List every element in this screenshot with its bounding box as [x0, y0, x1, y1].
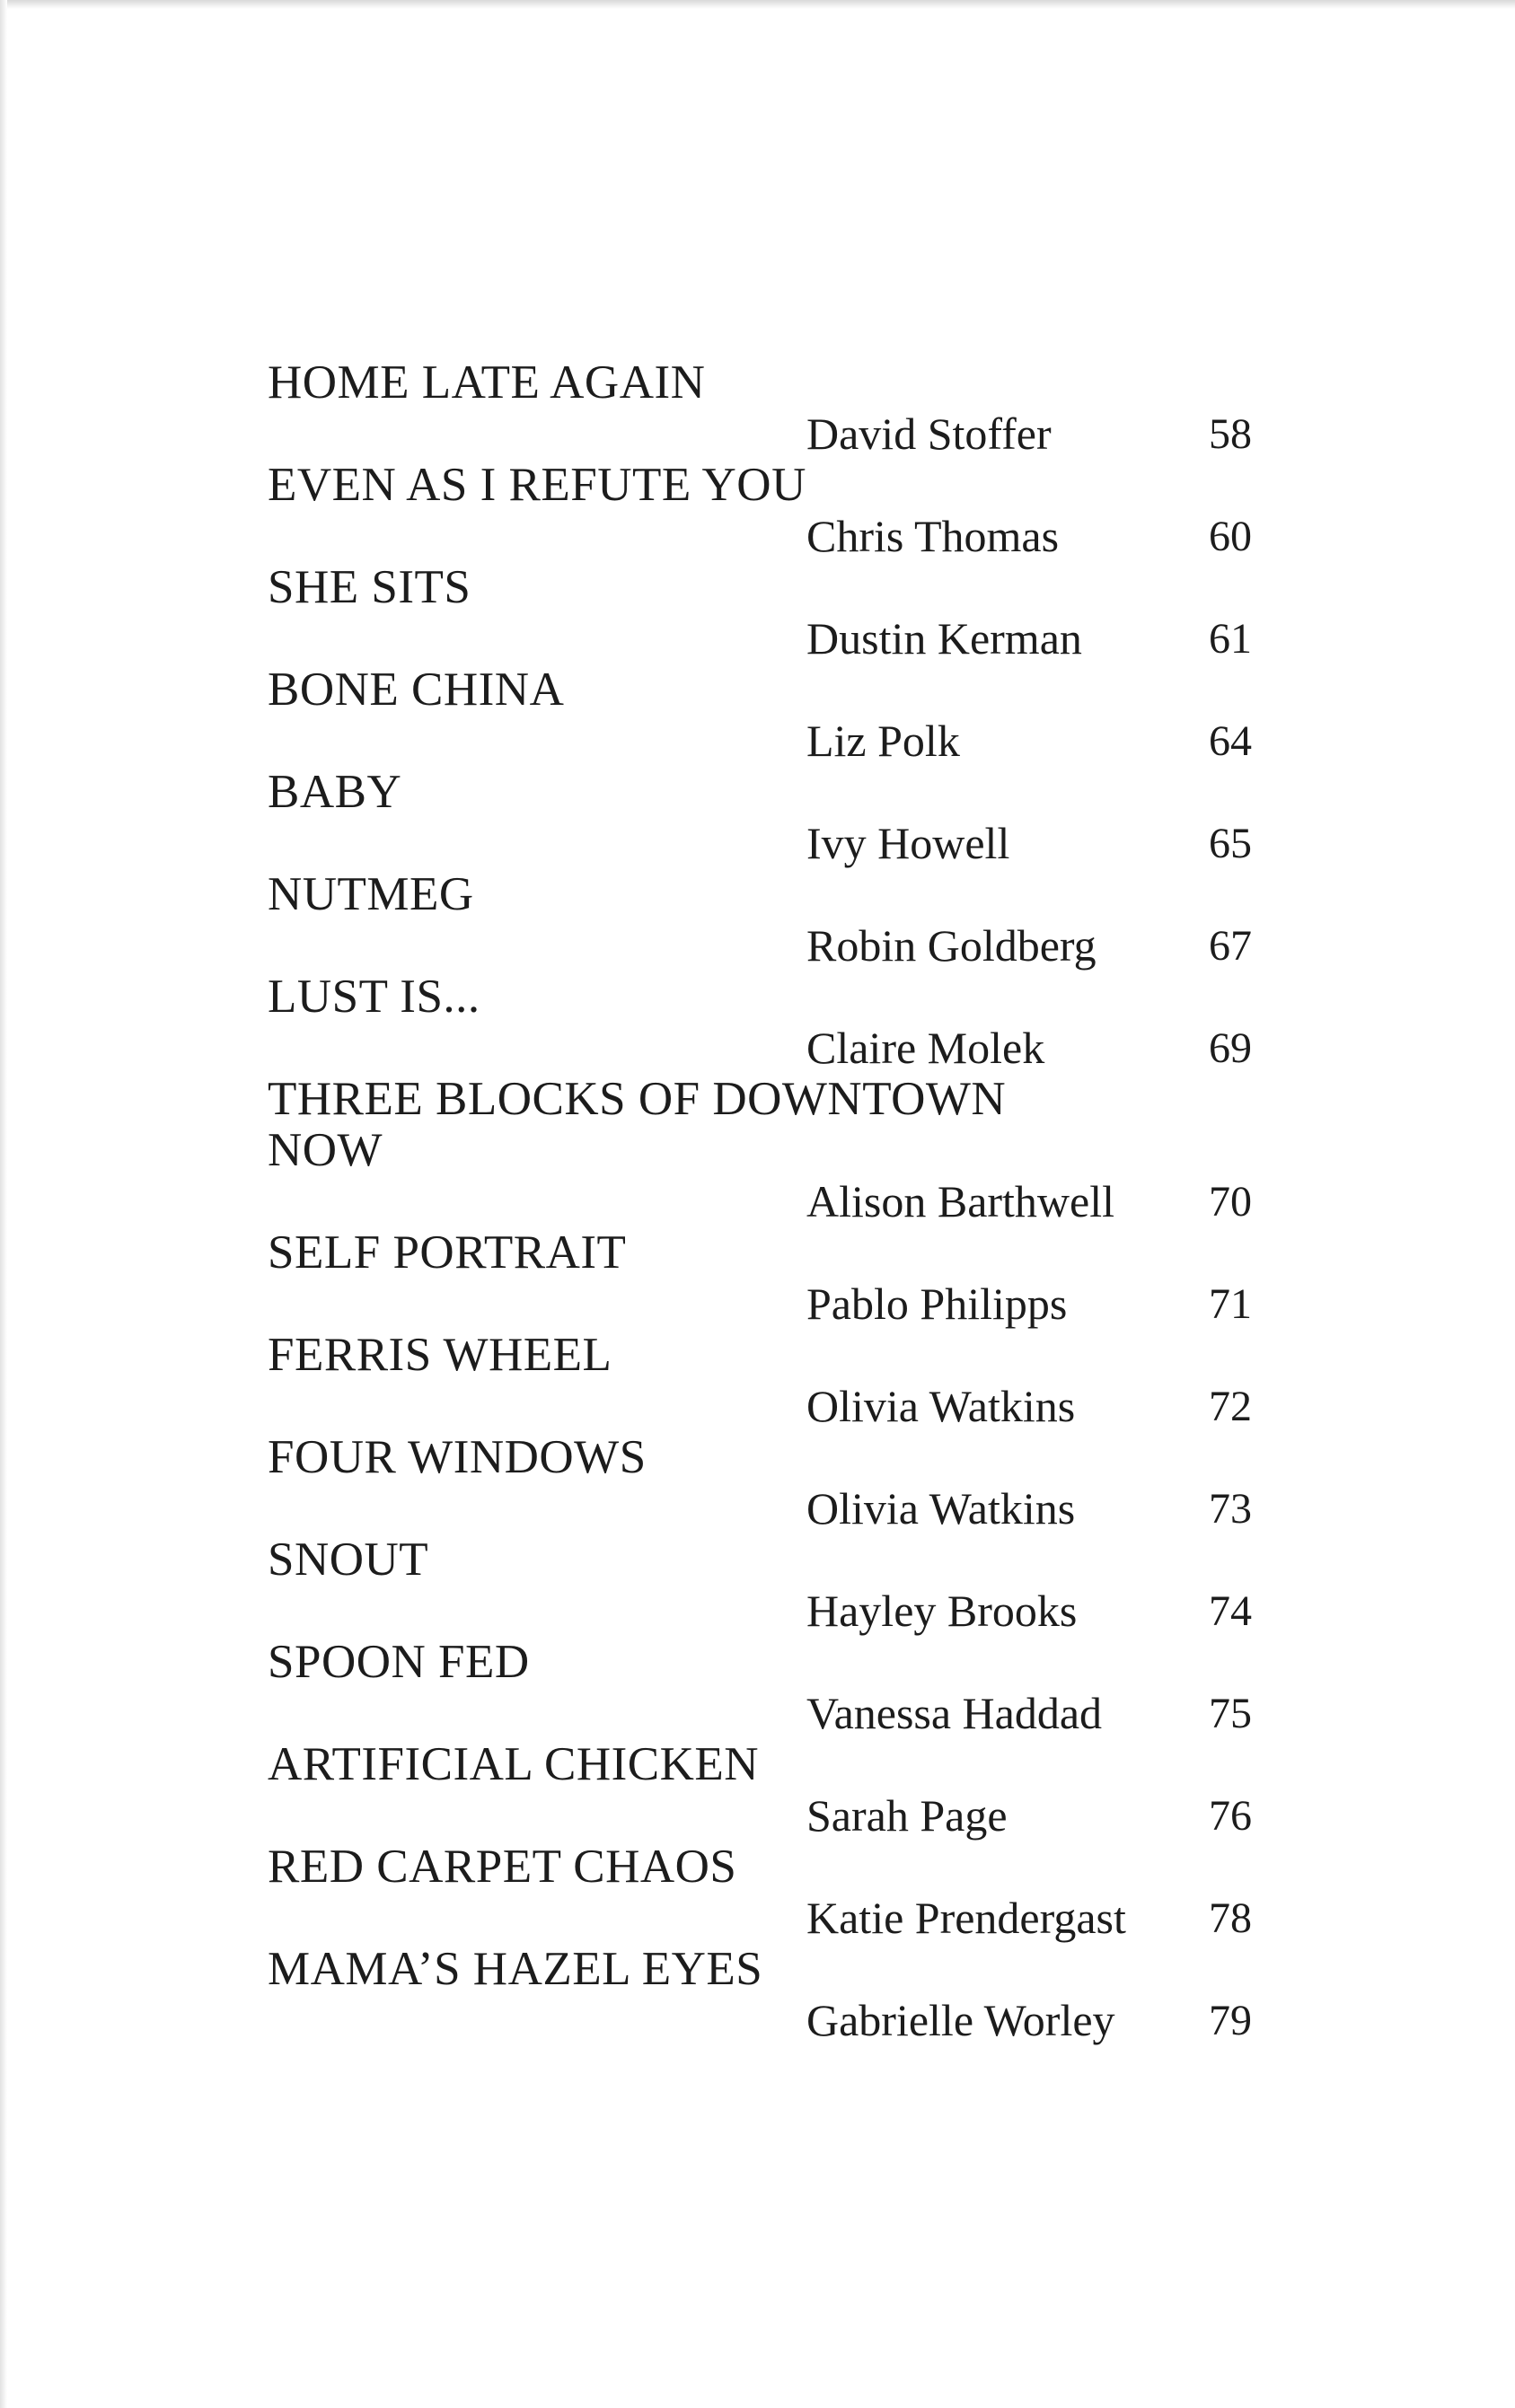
- poem-title: LUST IS...: [268, 971, 480, 1023]
- poem-title: HOME LATE AGAIN: [268, 356, 706, 409]
- page-number: 61: [1209, 615, 1252, 663]
- page-number: 67: [1209, 922, 1252, 970]
- poem-title: ARTIFICIAL CHICKEN: [268, 1738, 760, 1790]
- poem-title: SELF PORTRAIT: [268, 1226, 627, 1279]
- poem-title: THREE BLOCKS OF DOWNTOWN NOW: [268, 1073, 1007, 1176]
- toc-entry: [268, 1944, 1300, 2046]
- toc-entry: [268, 1227, 1300, 1330]
- page-number: 73: [1209, 1485, 1252, 1533]
- author-name: Chris Thomas: [806, 511, 1060, 561]
- author-name: Sarah Page: [806, 1790, 1008, 1841]
- author-name: Katie Prendergast: [806, 1893, 1126, 1943]
- page-number: 64: [1209, 717, 1252, 765]
- author-name: Pablo Philipps: [806, 1279, 1068, 1329]
- toc-entry: [268, 1841, 1300, 1944]
- author-name: David Stoffer: [806, 409, 1052, 459]
- table-of-contents: [268, 357, 1300, 2046]
- page-number: 74: [1209, 1587, 1252, 1635]
- toc-entry: [268, 1637, 1300, 1739]
- page-number: 72: [1209, 1383, 1252, 1430]
- toc-entry: [268, 562, 1300, 664]
- toc-entry: [268, 664, 1300, 767]
- page-number: 76: [1209, 1792, 1252, 1840]
- poem-title: BONE CHINA: [268, 664, 565, 716]
- poem-title: SPOON FED: [268, 1636, 530, 1688]
- author-name: Olivia Watkins: [806, 1381, 1076, 1431]
- toc-entry: [268, 1534, 1300, 1637]
- author-name: Vanessa Haddad: [806, 1688, 1103, 1738]
- page-number: 69: [1209, 1024, 1252, 1072]
- toc-entry: [268, 1330, 1300, 1432]
- page-number: 60: [1209, 513, 1252, 560]
- author-name: Olivia Watkins: [806, 1483, 1076, 1534]
- toc-entry: [268, 869, 1300, 971]
- poem-title: RED CARPET CHAOS: [268, 1841, 737, 1893]
- author-name: Liz Polk: [806, 716, 960, 766]
- toc-entry: [268, 460, 1300, 562]
- author-name: Robin Goldberg: [806, 920, 1097, 971]
- poem-title: NUTMEG: [268, 868, 474, 920]
- poem-title: FERRIS WHEEL: [268, 1329, 612, 1381]
- page-number: 70: [1209, 1178, 1252, 1226]
- page-number: 65: [1209, 820, 1252, 867]
- page-number: 75: [1209, 1690, 1252, 1737]
- page-number: 58: [1209, 410, 1252, 458]
- page-number: 79: [1209, 1997, 1252, 2044]
- toc-entry: [268, 1739, 1300, 1841]
- page-number: 78: [1209, 1894, 1252, 1942]
- toc-entry: [268, 767, 1300, 869]
- toc-entry: [268, 1074, 1300, 1227]
- poem-title: SNOUT: [268, 1534, 429, 1586]
- poem-title: SHE SITS: [268, 561, 471, 613]
- poem-title: EVEN AS I REFUTE YOU: [268, 459, 806, 511]
- page-edge-shadow: [0, 0, 1515, 9]
- page-edge-shadow: [0, 0, 7, 2408]
- toc-entry: [268, 971, 1300, 1074]
- poem-title: BABY: [268, 766, 402, 818]
- toc-entry: [268, 1432, 1300, 1534]
- author-name: Ivy Howell: [806, 818, 1010, 868]
- toc-entry: [268, 357, 1300, 460]
- poem-title: FOUR WINDOWS: [268, 1431, 647, 1483]
- author-name: Hayley Brooks: [806, 1586, 1078, 1636]
- author-name: Alison Barthwell: [806, 1176, 1115, 1226]
- author-name: Dustin Kerman: [806, 613, 1082, 664]
- author-name: Gabrielle Worley: [806, 1995, 1115, 2045]
- poem-title: MAMA’S HAZEL EYES: [268, 1943, 763, 1995]
- author-name: Claire Molek: [806, 1023, 1045, 1073]
- page-number: 71: [1209, 1280, 1252, 1328]
